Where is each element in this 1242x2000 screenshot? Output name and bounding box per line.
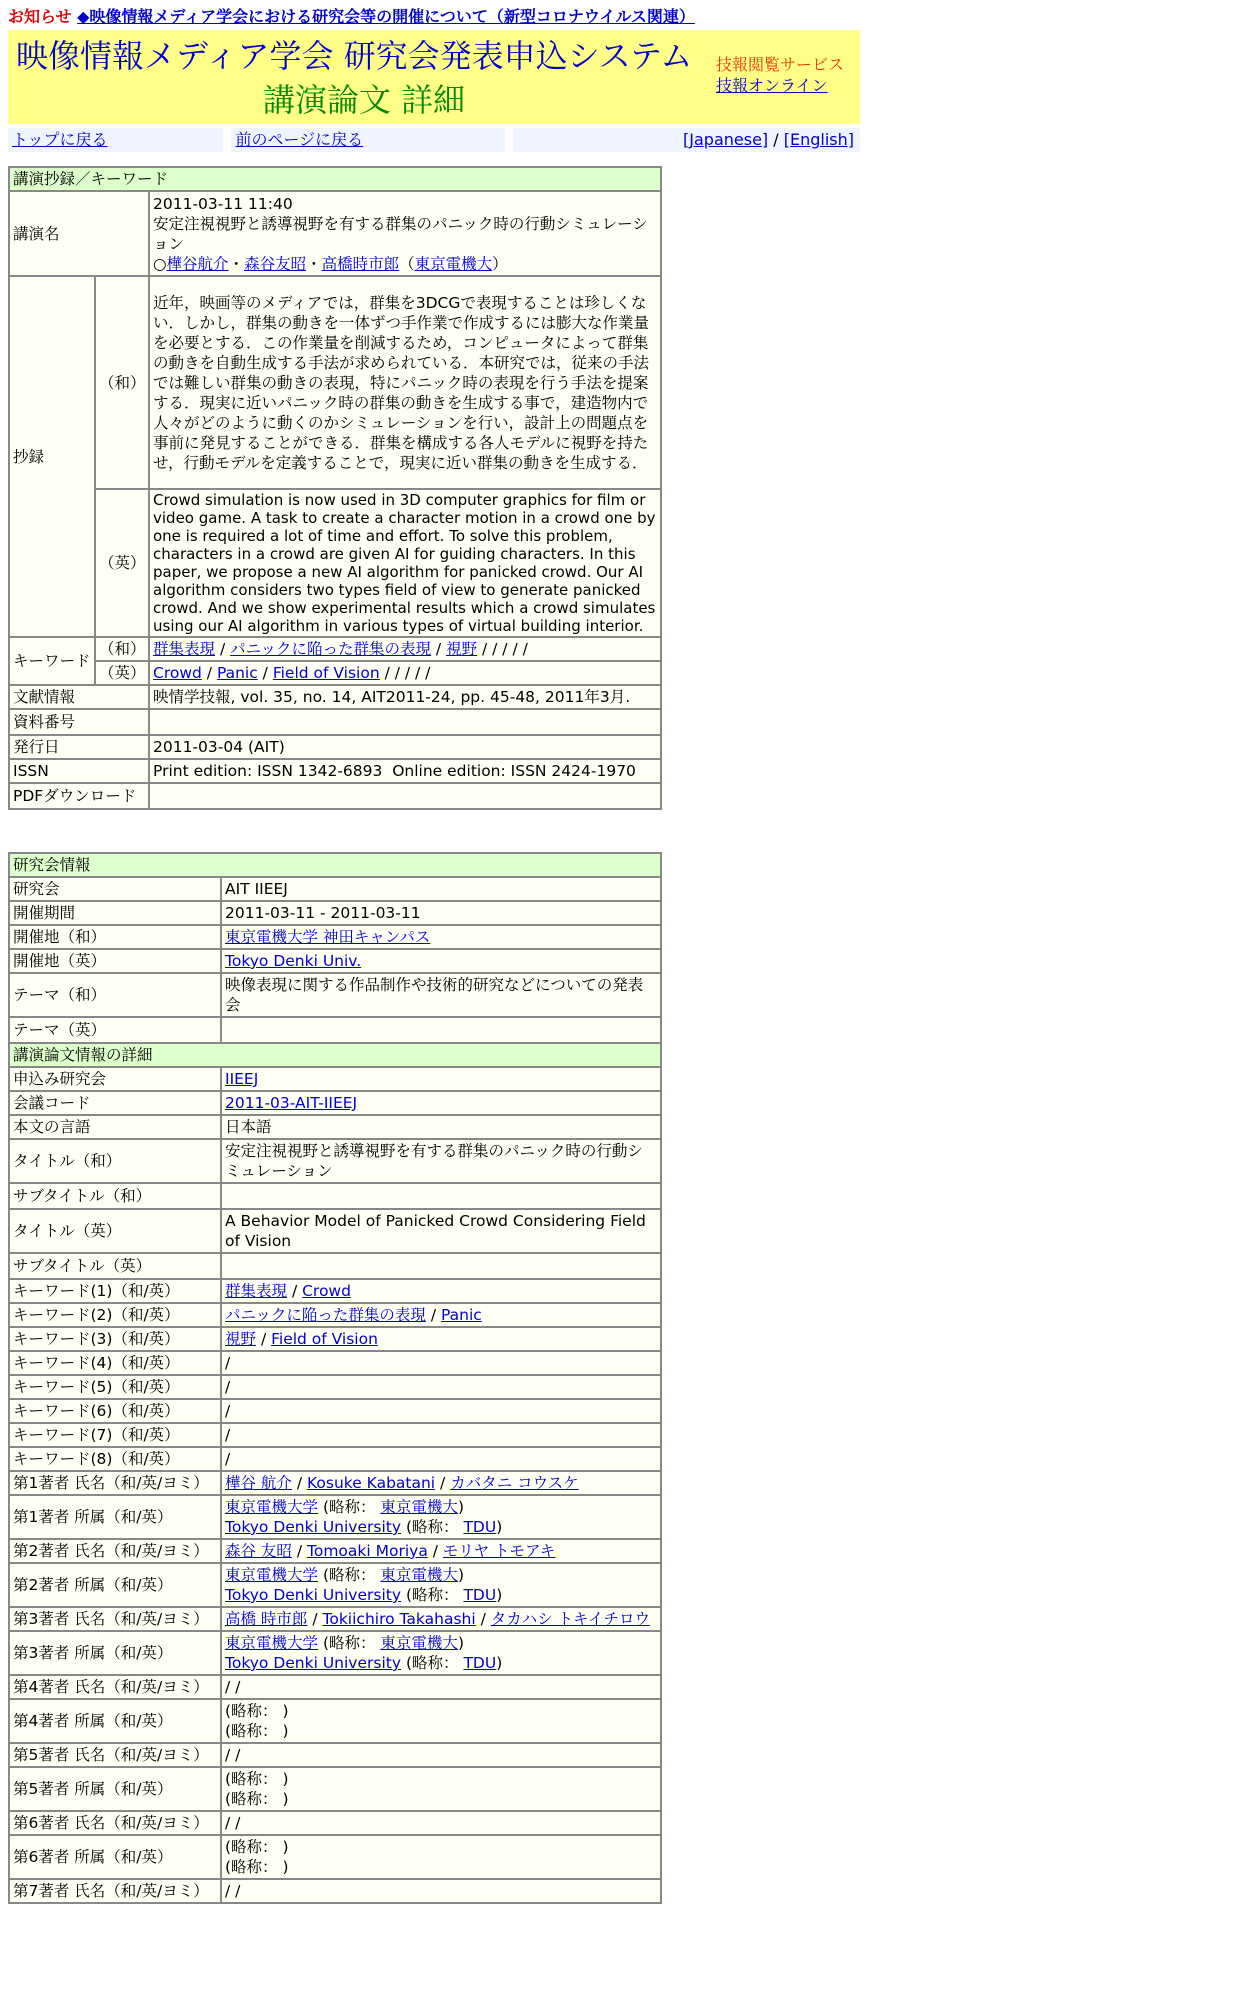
row-label: キーワード(2)（和/英） <box>9 1303 221 1327</box>
keyword-row <box>9 1399 661 1423</box>
value-text: 2011-03-11 - 2011-03-11 <box>225 904 421 922</box>
abstract-ja-row <box>9 276 661 489</box>
detail-row <box>9 1209 661 1253</box>
author-row <box>9 1767 661 1811</box>
row-value <box>221 1631 661 1675</box>
row-label: 会議コード <box>9 1091 221 1115</box>
author-separator: ・ <box>306 254 322 273</box>
affiliation-ja-line <box>225 1497 657 1517</box>
name-separator: / <box>307 1610 323 1628</box>
author-row <box>9 1835 661 1879</box>
en-label: （英） <box>95 661 149 685</box>
abbr-empty: (略称： ) <box>225 1722 289 1740</box>
abbr-empty: (略称： ) <box>225 1702 289 1720</box>
row-label: 第3著者 所属（和/英） <box>9 1631 221 1675</box>
value-text: / / <box>225 1678 241 1696</box>
row-label: 第7著者 氏名（和/英/ヨミ） <box>9 1879 221 1903</box>
author-row <box>9 1879 661 1903</box>
row-value <box>221 1423 661 1447</box>
keyword-link[interactable]: Field of Vision <box>272 664 380 682</box>
author-link[interactable]: 樺谷航介 <box>166 254 229 273</box>
row-value <box>221 973 661 1017</box>
reference-row <box>9 685 661 709</box>
keyword-link[interactable]: Panic <box>440 1306 482 1324</box>
detail-row <box>9 877 661 901</box>
value-text: A Behavior Model of Panicked Crowd Considering Field of Vision <box>225 1212 646 1250</box>
row-label: 第5著者 所属（和/英） <box>9 1767 221 1811</box>
section-header: 講演論文情報の詳細 <box>9 1043 661 1067</box>
affiliation-en-line <box>225 1857 657 1877</box>
name-separator: / <box>291 1474 308 1492</box>
detail-row <box>9 1183 661 1209</box>
row-label: 開催期間 <box>9 901 221 925</box>
abbr-open: (略称： <box>318 1566 381 1584</box>
previous-page-link[interactable]: 前のページに戻る <box>235 130 364 149</box>
section-header: 研究会情報 <box>9 853 661 877</box>
keyword-link[interactable]: パニックに陥った群集の表現 <box>225 1306 426 1324</box>
affiliation-link[interactable]: 東京電機大 <box>414 254 493 273</box>
notice-label: お知らせ <box>8 7 72 26</box>
pdf-label: PDFダウンロード <box>9 783 149 809</box>
row-value <box>221 1303 661 1327</box>
author-row <box>9 1743 661 1767</box>
title-row <box>9 191 661 276</box>
author-name-en[interactable]: Tokiichiro Takahashi <box>322 1610 476 1628</box>
nav-back-cell <box>231 128 504 152</box>
row-label: 開催地（和） <box>9 925 221 949</box>
row-label: 開催地（英） <box>9 949 221 973</box>
value-text: 安定注視視野と誘導視野を有する群集のパニック時の行動シミュレーション <box>225 1142 643 1180</box>
page-container <box>8 6 860 152</box>
detail-row <box>9 1091 661 1115</box>
author-row <box>9 1675 661 1699</box>
author-link[interactable]: 森谷友昭 <box>244 254 307 273</box>
docno-value <box>149 709 661 735</box>
service-label: 技報閲覧サービス <box>716 55 845 74</box>
row-value <box>221 1067 661 1091</box>
keyword-separator: / <box>201 664 217 682</box>
keyword-separator: / <box>215 640 231 658</box>
keyword-separator: / <box>425 1306 441 1324</box>
row-value <box>221 1375 661 1399</box>
docno-row <box>9 709 661 735</box>
row-label: タイトル（英） <box>9 1209 221 1253</box>
affiliation-link[interactable]: Tokyo Denki University <box>225 1518 402 1536</box>
author-row <box>9 1495 661 1539</box>
row-label: 第4著者 所属（和/英） <box>9 1699 221 1743</box>
row-label: 第2著者 氏名（和/英/ヨミ） <box>9 1539 221 1563</box>
value-text: / / <box>225 1814 241 1832</box>
row-value <box>221 1447 661 1471</box>
keyword-link[interactable]: 群集表現 <box>225 1282 288 1300</box>
row-value <box>221 1327 661 1351</box>
page-title: 講演論文 詳細 <box>263 81 466 119</box>
abbr-close: ) <box>496 1518 503 1536</box>
detail-row <box>9 925 661 949</box>
presentation-title: 安定注視視野と誘導視野を有する群集のパニック時の行動シミュレーション <box>153 214 648 253</box>
row-label: キーワード(1)（和/英） <box>9 1279 221 1303</box>
row-value <box>221 1743 661 1767</box>
name-separator: / <box>435 1474 451 1492</box>
abbr-open: (略称： <box>401 1654 464 1672</box>
row-value <box>221 901 661 925</box>
keyword-row <box>9 1375 661 1399</box>
ja-label: （和） <box>95 637 149 661</box>
author-name-yomi[interactable]: カバタニ コウスケ <box>450 1474 579 1492</box>
row-value <box>221 1183 661 1209</box>
abbr-empty: (略称： ) <box>225 1858 289 1876</box>
value-text: 日本語 <box>225 1118 272 1136</box>
abbr-open: (略称： <box>318 1498 381 1516</box>
language-switch <box>513 128 860 152</box>
author-row <box>9 1631 661 1675</box>
author-link[interactable]: 高橋時市郎 <box>321 254 400 273</box>
reference-label: 文献情報 <box>9 685 149 709</box>
abbr-empty: (略称： ) <box>225 1838 289 1856</box>
author-name-en[interactable]: Kosuke Kabatani <box>307 1474 436 1492</box>
value-text: / / <box>225 1746 241 1764</box>
abbr-link[interactable]: TDU <box>463 1586 497 1604</box>
affiliation-en-line <box>225 1517 657 1537</box>
en-label: （英） <box>95 489 149 637</box>
back-to-top-link[interactable]: トップに戻る <box>12 130 108 149</box>
service-links <box>716 54 844 96</box>
row-value <box>221 1253 661 1279</box>
issue-row <box>9 735 661 759</box>
keyword-link[interactable]: Crowd <box>302 1282 351 1300</box>
row-value <box>221 1699 661 1743</box>
section-header: 講演抄録／キーワード <box>9 167 661 191</box>
abbr-link[interactable]: 東京電機大 <box>380 1634 458 1652</box>
row-value <box>221 1539 661 1563</box>
value-text: 映像表現に関する作品制作や技術的研究などについての発表会 <box>225 976 644 1014</box>
row-label: タイトル（和） <box>9 1139 221 1183</box>
author-line <box>153 254 657 274</box>
pdf-row <box>9 783 661 809</box>
row-value <box>221 1209 661 1253</box>
notice-bar <box>8 6 860 28</box>
issue-value: 2011-03-04 (AIT) <box>149 735 661 759</box>
name-separator: / <box>291 1542 308 1560</box>
value-text: / <box>225 1402 231 1420</box>
issn-row <box>9 759 661 783</box>
meeting-section-header-row <box>9 853 661 877</box>
keyword-link[interactable]: 視野 <box>446 640 478 658</box>
keyword-link[interactable]: Field of Vision <box>271 1330 378 1348</box>
abbr-close: ) <box>457 1566 464 1584</box>
row-value <box>221 1279 661 1303</box>
affiliation-ja-line <box>225 1837 657 1857</box>
row-value <box>221 949 661 973</box>
keyword-row <box>9 1327 661 1351</box>
keyword-separator: / <box>257 664 273 682</box>
online-link[interactable]: 技報オンライン <box>716 76 828 95</box>
keyword-label: キーワード <box>9 637 95 685</box>
abstract-en-row <box>9 489 661 637</box>
row-label: 第1著者 氏名（和/英/ヨミ） <box>9 1471 221 1495</box>
abstract-section-header-row <box>9 167 661 191</box>
name-separator: / <box>427 1542 443 1560</box>
author-row <box>9 1539 661 1563</box>
row-label: 研究会 <box>9 877 221 901</box>
affiliation-link[interactable]: 東京電機大学 <box>225 1634 319 1652</box>
row-label: キーワード(8)（和/英） <box>9 1447 221 1471</box>
keyword-link[interactable]: パニックに陥った群集の表現 <box>230 640 431 658</box>
row-label: 第5著者 氏名（和/英/ヨミ） <box>9 1743 221 1767</box>
author-row <box>9 1563 661 1607</box>
row-label: 第6著者 所属（和/英） <box>9 1835 221 1879</box>
affiliation-link[interactable]: 東京電機大学 <box>225 1498 319 1516</box>
row-value <box>221 1471 661 1495</box>
author-row <box>9 1607 661 1631</box>
author-name-ja[interactable]: 樺谷 航介 <box>225 1474 292 1492</box>
row-value <box>221 1879 661 1903</box>
keyword-tail: / / / / / <box>379 664 431 682</box>
affiliation-ja-line <box>225 1769 657 1789</box>
abbr-open: (略称： <box>401 1586 464 1604</box>
detail-row <box>9 1115 661 1139</box>
affiliation-en-line <box>225 1585 657 1605</box>
pdf-value <box>149 783 661 809</box>
row-label: 申込み研究会 <box>9 1067 221 1091</box>
value-text: AIT IIEEJ <box>225 880 288 898</box>
detail-row <box>9 1139 661 1183</box>
language-separator: / <box>768 130 784 149</box>
row-value <box>221 1399 661 1423</box>
affiliation-link[interactable]: Tokyo Denki University <box>225 1654 402 1672</box>
row-value <box>221 1495 661 1539</box>
row-value <box>221 1091 661 1115</box>
author-separator: ・ <box>228 254 245 273</box>
keyword-row <box>9 1423 661 1447</box>
abbr-link[interactable]: 東京電機大 <box>380 1498 458 1516</box>
row-label: サブタイトル（和） <box>9 1183 221 1209</box>
keyword-row <box>9 1279 661 1303</box>
affiliation-ja-line <box>225 1565 657 1585</box>
abbr-close: ) <box>457 1498 464 1516</box>
affiliation-en-line <box>225 1721 657 1741</box>
keywords-ja-row <box>9 637 661 661</box>
nav-bar <box>8 128 860 152</box>
author-name-yomi[interactable]: モリヤ トモアキ <box>442 1542 556 1560</box>
value-text: / <box>225 1354 231 1372</box>
row-label: テーマ（和） <box>9 973 221 1017</box>
value-link[interactable]: 2011-03-AIT-IIEEJ <box>225 1094 358 1112</box>
ja-label: （和） <box>95 276 149 489</box>
keyword-tail: / / / / / <box>477 640 528 658</box>
value-text: / / <box>225 1882 241 1900</box>
detail-row <box>9 901 661 925</box>
issue-label: 発行日 <box>9 735 149 759</box>
row-label: テーマ（英） <box>9 1017 221 1043</box>
abstract-ja: 近年，映画等のメディアでは，群集を3DCGで表現することは珍しくない．しかし，群集の動きを一体ずつ手作業で作成するには膨大な作業量を必要とする．この作業量を削減するため，コンピュータによって群集の動きを自動生成する手法が求められている．本研究では，従来の手法では難しい群集の動きの表現，特にパニック時の表現を行う手法を提案する．現実に近いパニック時の群集の動きを生成する事で，建造物内で人々がどのように動くのかシミュレーションを行い，設計上の問題点を事前に発見することができる．群集を構成する各人モデルに視野を持たせ，行動モデルを定義することで，現実に近い群集の動きを生成する． <box>149 276 661 489</box>
keyword-link[interactable]: 群集表現 <box>153 640 216 658</box>
presentation-datetime: 2011-03-11 11:40 <box>153 194 293 213</box>
issn-label: ISSN <box>9 759 149 783</box>
affiliation-en-line <box>225 1789 657 1809</box>
row-value <box>221 1811 661 1835</box>
abbr-close: ) <box>496 1654 503 1672</box>
keyword-link[interactable]: 視野 <box>225 1330 257 1348</box>
title-label: 講演名 <box>9 191 149 276</box>
affiliation-ja-line <box>225 1701 657 1721</box>
abstract-label: 抄録 <box>9 276 95 637</box>
abbr-link[interactable]: TDU <box>463 1518 497 1536</box>
row-value <box>221 1115 661 1139</box>
row-label: 本文の言語 <box>9 1115 221 1139</box>
keyword-row <box>9 1351 661 1375</box>
system-title: 映像情報メディア学会 研究会発表申込システム <box>16 37 693 75</box>
detail-row <box>9 1253 661 1279</box>
keyword-link[interactable]: Panic <box>216 664 258 682</box>
keywords-en <box>149 661 661 685</box>
row-value <box>221 1675 661 1699</box>
row-label: キーワード(6)（和/英） <box>9 1399 221 1423</box>
author-name-en[interactable]: Tomoaki Moriya <box>307 1542 428 1560</box>
row-label: サブタイトル（英） <box>9 1253 221 1279</box>
abbr-open: (略称： <box>401 1518 464 1536</box>
detail-row <box>9 1067 661 1091</box>
reference-value: 映情学技報, vol. 35, no. 14, AIT2011-24, pp. 45-48, 2011年3月. <box>149 685 661 709</box>
abbr-link[interactable]: TDU <box>463 1654 497 1672</box>
keyword-row <box>9 1447 661 1471</box>
affiliation-link[interactable]: Tokyo Denki University <box>225 1586 402 1604</box>
abbr-link[interactable]: 東京電機大 <box>380 1566 458 1584</box>
row-label: キーワード(5)（和/英） <box>9 1375 221 1399</box>
docno-label: 資料番号 <box>9 709 149 735</box>
detail-row <box>9 1017 661 1043</box>
value-text: / <box>225 1378 231 1396</box>
affiliation-link[interactable]: 東京電機大学 <box>225 1566 319 1584</box>
affil-open: （ <box>399 254 415 273</box>
author-row <box>9 1471 661 1495</box>
detail-row <box>9 949 661 973</box>
abbr-empty: (略称： ) <box>225 1770 289 1788</box>
detail-row <box>9 973 661 1017</box>
row-value <box>221 925 661 949</box>
row-label: キーワード(3)（和/英） <box>9 1327 221 1351</box>
row-value <box>221 1835 661 1879</box>
keyword-separator: / <box>287 1282 303 1300</box>
row-label: 第4著者 氏名（和/英/ヨミ） <box>9 1675 221 1699</box>
author-row <box>9 1699 661 1743</box>
meeting-table <box>8 852 662 1904</box>
keywords-en-row <box>9 661 661 685</box>
meeting-table-body <box>9 853 661 1903</box>
row-label: 第2著者 所属（和/英） <box>9 1563 221 1607</box>
row-value <box>221 877 661 901</box>
presenter-mark: ○ <box>153 254 167 273</box>
value-text: / <box>225 1450 231 1468</box>
abbr-open: (略称： <box>318 1634 381 1652</box>
author-name-yomi[interactable]: タカハシ トキイチロウ <box>490 1610 651 1628</box>
abstract-en: Crowd simulation is now used in 3D computer graphics for film or video game. A task to create a character motion in a crowd one by one is required a lot of time and effort. To solve this problem, characters in a crowd are given AI for guiding characters. In this paper, we propose a new AI algorithm for panicked crowd. Our AI algorithm considers two types field of view to generate panicked crowd. And we show experimental results which a crowd simulates using our AI algorithm in various types of virtual building interior. <box>149 489 661 637</box>
name-separator: / <box>475 1610 491 1628</box>
row-value <box>221 1351 661 1375</box>
abstract-table <box>8 166 662 810</box>
english-link[interactable]: [English] <box>783 130 854 149</box>
title-cell <box>149 191 661 276</box>
row-value <box>221 1139 661 1183</box>
row-value <box>221 1563 661 1607</box>
value-text: / <box>225 1426 231 1444</box>
japanese-link[interactable]: [Japanese] <box>683 130 769 149</box>
value-link[interactable]: Tokyo Denki Univ. <box>225 952 362 970</box>
keyword-link[interactable]: Crowd <box>153 664 202 682</box>
author-name-ja[interactable]: 森谷 友昭 <box>225 1542 292 1560</box>
row-value <box>221 1017 661 1043</box>
keyword-separator: / <box>430 640 447 658</box>
value-link[interactable]: 東京電機大学 神田キャンパス <box>225 928 431 946</box>
page-header <box>8 30 860 124</box>
keyword-row <box>9 1303 661 1327</box>
affiliation-en-line <box>225 1653 657 1673</box>
keyword-separator: / <box>256 1330 272 1348</box>
row-label: 第3著者 氏名（和/英/ヨミ） <box>9 1607 221 1631</box>
abbr-close: ) <box>457 1634 464 1652</box>
keywords-ja <box>149 637 661 661</box>
author-name-ja[interactable]: 高橋 時市郎 <box>225 1610 308 1628</box>
value-link[interactable]: IIEEJ <box>225 1070 259 1088</box>
author-row <box>9 1811 661 1835</box>
paper-section-header-row <box>9 1043 661 1067</box>
row-label: 第6著者 氏名（和/英/ヨミ） <box>9 1811 221 1835</box>
notice-link[interactable]: ◆映像情報メディア学会における研究会等の開催について（新型コロナウイルス関連） <box>77 7 695 26</box>
row-label: キーワード(7)（和/英） <box>9 1423 221 1447</box>
row-label: キーワード(4)（和/英） <box>9 1351 221 1375</box>
affiliation-ja-line <box>225 1633 657 1653</box>
affil-close: ） <box>492 254 508 273</box>
abbr-empty: (略称： ) <box>225 1790 289 1808</box>
issn-value: Print edition: ISSN 1342-6893 Online edition: ISSN 2424-1970 <box>149 759 661 783</box>
row-value <box>221 1607 661 1631</box>
abbr-close: ) <box>496 1586 503 1604</box>
row-value <box>221 1767 661 1811</box>
row-label: 第1著者 所属（和/英） <box>9 1495 221 1539</box>
nav-top-cell <box>8 128 223 152</box>
